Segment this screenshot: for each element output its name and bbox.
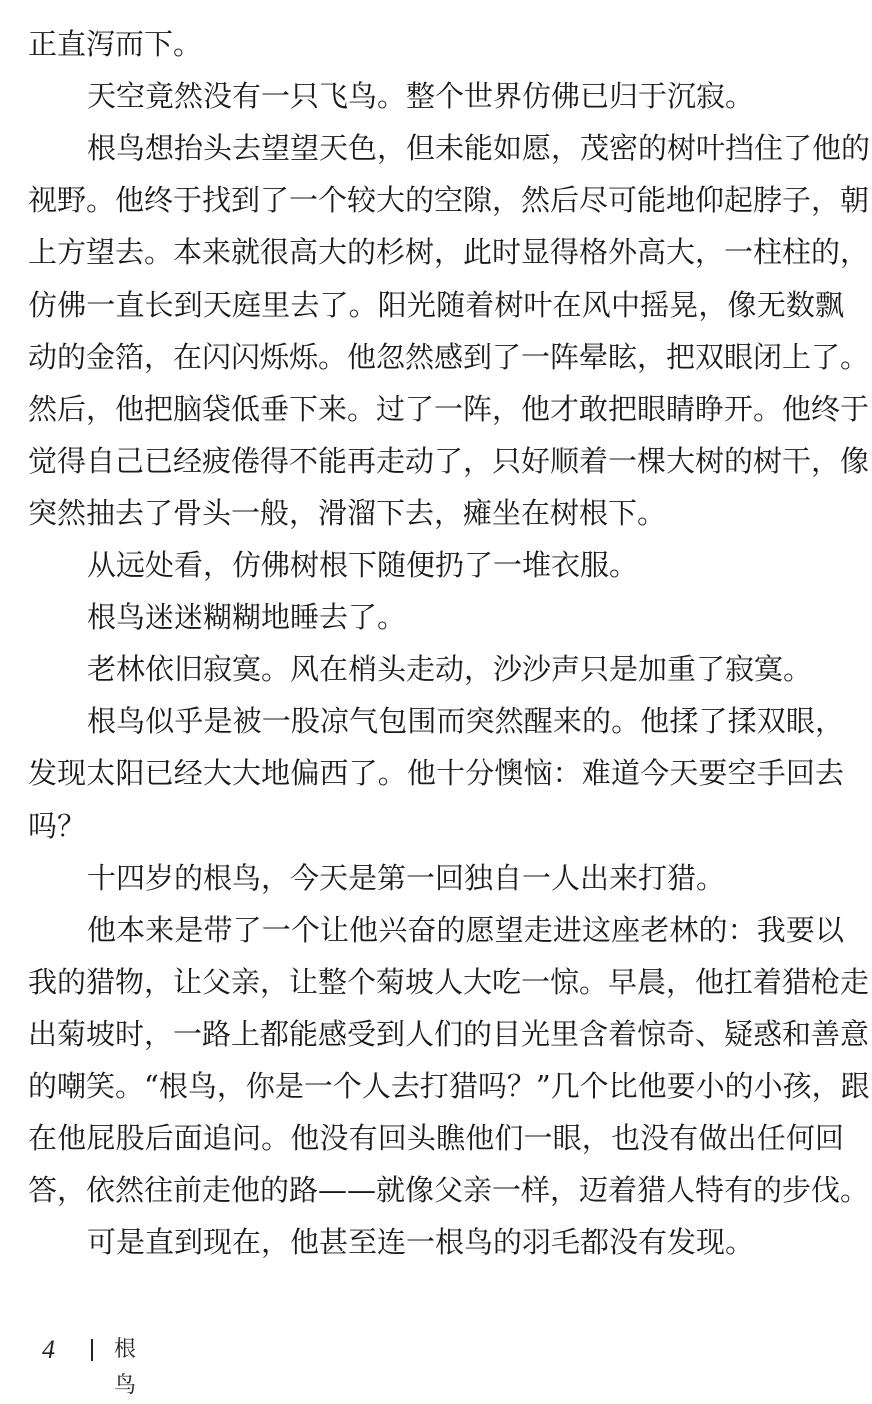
text-line: 根鸟迷迷糊糊地睡去了。 [87,600,407,635]
text-line: 吗？ [28,808,87,843]
text-line: 他本来是带了一个让他兴奋的愿望走进这座老林的：我要以 [87,912,844,947]
text-line: 在他屁股后面追问。他没有回头瞧他们一眼，也没有做出任何回 [28,1121,844,1156]
text-line: 视野。他终于找到了一个较大的空隙，然后尽可能地仰起脖子，朝 [28,183,870,218]
text-line: 正直泻而下。 [28,27,203,61]
text-line: 觉得自己已经疲倦得不能再走动了，只好顺着一棵大树的树干，像 [28,443,870,478]
text-line: 可是直到现在，他甚至连一根鸟的羽毛都没有发现。 [87,1225,755,1260]
text-line: 上方望去。本来就很高大的杉树，此时显得格外高大，一柱柱的， [28,235,870,270]
footer-divider [91,1339,93,1361]
text-line: 仿佛一直长到天庭里去了。阳光随着树叶在风中摇晃，像无数飘 [28,287,844,322]
text-line: 答，依然往前走他的路——就像父亲一样，迈着猎人特有的步伐。 [28,1173,870,1208]
text-line: 从远处看，仿佛树根下随便扔了一堆衣服。 [87,548,639,582]
text-line: 天空竟然没有一只飞鸟。整个世界仿佛已归于沉寂。 [87,79,755,114]
running-head: 根鸟 [114,1337,155,1398]
text-line: 根鸟想抬头去望望天色，但未能如愿，茂密的树叶挡住了他的 [87,131,871,166]
text-line: 根鸟似乎是被一股凉气包围而突然醒来的。他揉了揉双眼， [87,704,844,739]
text-line: 出菊坡时，一路上都能感受到人们的目光里含着惊奇、疑惑和善意 [28,1016,870,1051]
text-line: 我的猎物，让父亲，让整个菊坡人大吃一惊。早晨，他扛着猎枪走 [28,964,870,999]
text-line: 老林依旧寂寞。风在梢头走动，沙沙声只是加重了寂寞。 [87,652,813,687]
text-line: 发现太阳已经大大地偏西了。他十分懊恼：难道今天要空手回去 [28,756,844,791]
text-line: 十四岁的根鸟，今天是第一回独自一人出来打猎。 [87,860,726,895]
text-line: 然后，他把脑袋低垂下来。过了一阵，他才敢把眼睛睁开。他终于 [28,391,870,426]
text-line: 的嘲笑。“根鸟，你是一个人去打猎吗？”几个比他要小的小孩，跟 [28,1069,870,1103]
text-line: 突然抽去了骨头一般，滑溜下去，瘫坐在树根下。 [28,495,667,530]
text-line: 动的金箔，在闪闪烁烁。他忽然感到了一阵晕眩，把双眼闭上了。 [28,339,870,374]
page-number: 4 [42,1335,55,1364]
